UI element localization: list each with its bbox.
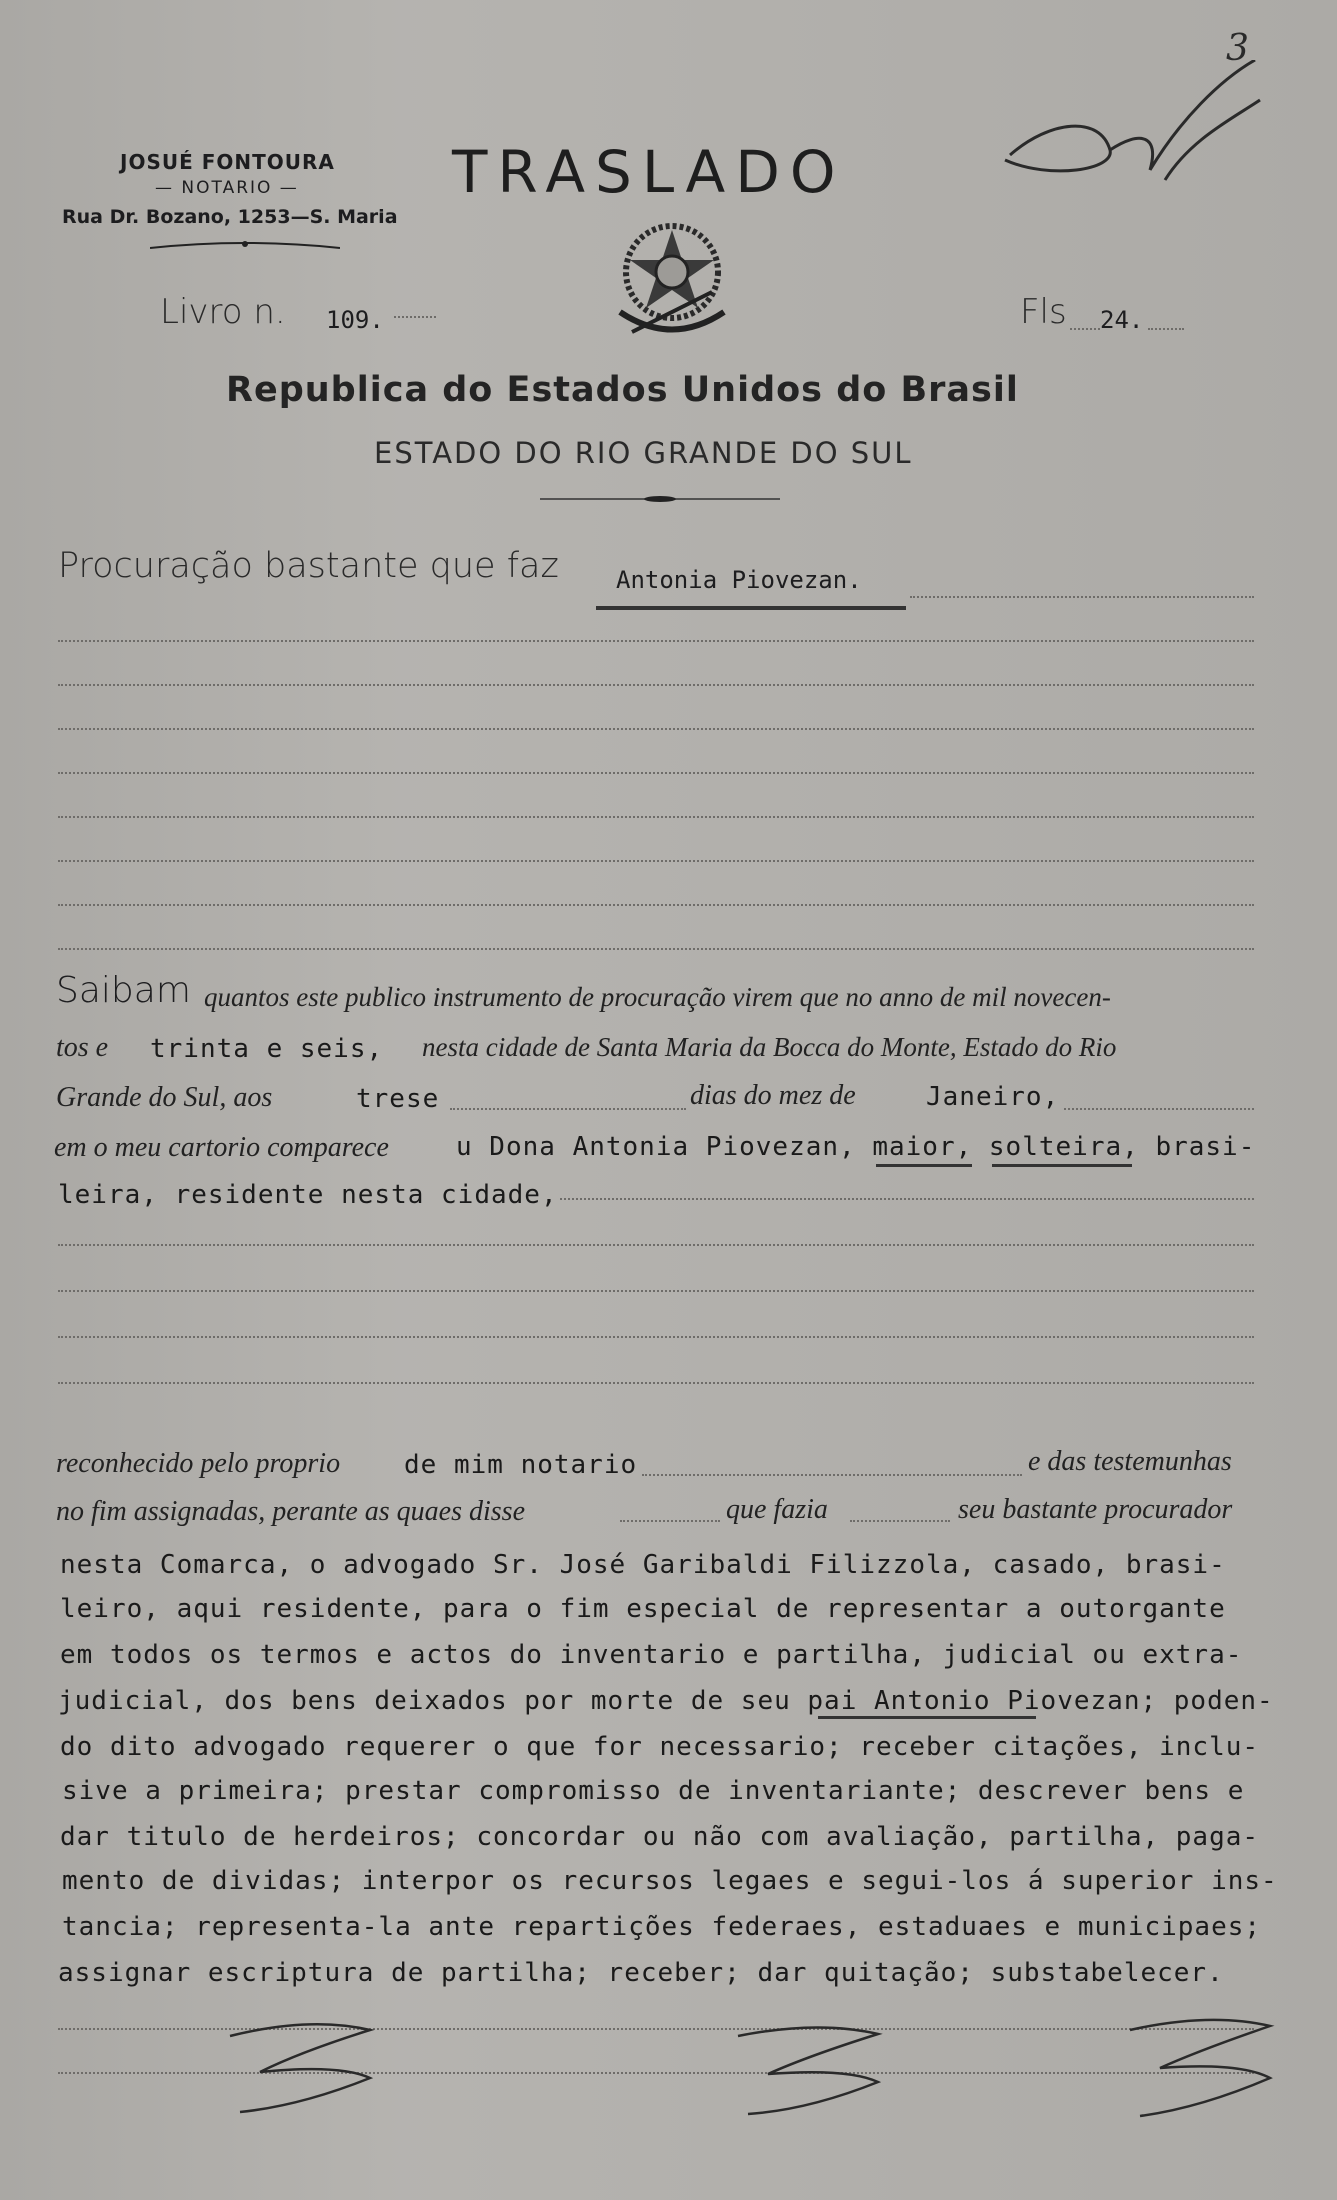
- fls-label: Fls: [1020, 292, 1067, 332]
- pai-antonio-underline: [818, 1716, 1036, 1719]
- document-title: TRASLADO: [452, 138, 846, 206]
- ruled-line: [58, 728, 1254, 730]
- notary-title: — NOTARIO —: [155, 178, 299, 198]
- reconhecido-line-2a: no fim assignadas, perante as quaes disse: [56, 1496, 525, 1527]
- maior-underline: [876, 1164, 972, 1167]
- ruled-line: [58, 860, 1254, 862]
- state-heading: ESTADO DO RIO GRANDE DO SUL: [374, 436, 913, 470]
- body-line: assignar escriptura de partilha; receber; dar quitação; substabelecer.: [58, 1958, 1224, 1988]
- body-line: dar titulo de herdeiros; concordar ou não com avaliação, partilha, paga-: [60, 1822, 1260, 1852]
- ruled-line: [58, 640, 1254, 642]
- ruled-line: [58, 816, 1254, 818]
- saibam-line-2a: tos e: [56, 1032, 109, 1063]
- fls-dotline-a: [1070, 328, 1100, 330]
- body-line: tancia; representa-la ante repartições federaes, estaduaes e municipaes;: [62, 1912, 1262, 1942]
- livro-label: Livro n.: [160, 292, 286, 332]
- body-line: em todos os termos e actos do inventario e partilha, judicial ou extra-: [60, 1640, 1243, 1670]
- body-line: judicial, dos bens deixados por morte de seu pai Antonio Piovezan; poden-: [58, 1686, 1274, 1716]
- saibam-line-2b: trinta e seis,: [150, 1034, 384, 1064]
- saibam-dotline-5: [560, 1198, 1254, 1200]
- ruled-line: [58, 1290, 1254, 1292]
- reconhecido-dotline-1: [642, 1474, 1022, 1476]
- reconhecido-dotline-2b: [850, 1520, 950, 1522]
- saibam-line-1: quantos este publico instrumento de procuração virem que no anno de mil novecen-: [204, 982, 1111, 1012]
- ruled-line: [58, 1382, 1254, 1384]
- saibam-line-4a: em o meu cartorio comparece: [54, 1132, 389, 1163]
- reconhecido-line-2c: seu bastante procurador: [958, 1494, 1233, 1525]
- saibam-dotline-3b: [1064, 1108, 1254, 1110]
- page-number: 3: [1226, 28, 1249, 69]
- ruled-line: [58, 772, 1254, 774]
- fls-value: 24.: [1100, 306, 1144, 334]
- ruled-line: [58, 948, 1254, 950]
- saibam-dotline-3: [450, 1108, 686, 1110]
- heading-divider: [540, 492, 780, 506]
- ruled-line: [58, 684, 1254, 686]
- saibam-line-3a: Grande do Sul, aos: [56, 1082, 273, 1113]
- saibam-line-3b: trese: [356, 1084, 440, 1114]
- notary-name: JOSUÉ FONTOURA: [120, 150, 335, 174]
- body-line: sive a primeira; prestar compromisso de inventariante; descrever bens e: [62, 1776, 1245, 1806]
- saibam-line-3d: Janeiro,: [926, 1082, 1060, 1112]
- void-mark-right: [1120, 2012, 1290, 2132]
- body-line: nesta Comarca, o advogado Sr. José Garibaldi Filizzola, casado, brasi-: [60, 1550, 1226, 1580]
- saibam-line-4b: u Dona Antonia Piovezan, maior, solteira, brasi-: [456, 1132, 1256, 1162]
- saibam-line-2c: nesta cidade de Santa Maria da Bocca do Monte, Estado do Rio: [422, 1032, 1117, 1062]
- brazil-coat-of-arms-icon: [612, 212, 732, 352]
- reconhecido-line-1b: de mim notario: [404, 1450, 638, 1480]
- saibam-line-5: leira, residente nesta cidade,: [58, 1180, 558, 1210]
- reconhecido-line-1c: e das testemunhas: [1028, 1446, 1232, 1477]
- ruled-line: [58, 1336, 1254, 1338]
- notary-ornament: [150, 238, 340, 254]
- procuracao-label: Procuração bastante que faz: [58, 546, 559, 586]
- livro-dotline: [394, 316, 436, 318]
- body-line: leiro, aqui residente, para o fim especial de representar a outorgante: [60, 1594, 1226, 1624]
- procuracao-name: Antonia Piovezan.: [616, 566, 862, 594]
- procuracao-name-underline: [596, 606, 906, 610]
- reconhecido-dotline-2a: [620, 1520, 720, 1522]
- solteira-underline: [992, 1164, 1132, 1167]
- saibam-line-3c: dias do mez de: [690, 1080, 856, 1111]
- ruled-line: [58, 904, 1254, 906]
- republic-heading: Republica do Estados Unidos do Brasil: [226, 370, 1019, 410]
- body-line: mento de dividas; interpor os recursos legaes e segui-los á superior ins-: [62, 1866, 1278, 1896]
- reconhecido-line-2b: que fazia: [726, 1494, 828, 1525]
- reconhecido-line-1a: reconhecido pelo proprio: [56, 1448, 341, 1479]
- procuracao-dotline: [910, 596, 1254, 598]
- ruled-line: [58, 1244, 1254, 1246]
- void-mark-center: [728, 2018, 898, 2128]
- livro-value: 109.: [326, 306, 384, 334]
- body-line: do dito advogado requerer o que for necessario; receber citações, inclu-: [60, 1732, 1260, 1762]
- fls-dotline-b: [1148, 328, 1184, 330]
- notary-address: Rua Dr. Bozano, 1253—S. Maria: [62, 206, 398, 228]
- flourish-signature: [990, 60, 1270, 200]
- void-mark-left: [220, 2016, 390, 2126]
- saibam-capital: Saibam: [56, 970, 191, 1011]
